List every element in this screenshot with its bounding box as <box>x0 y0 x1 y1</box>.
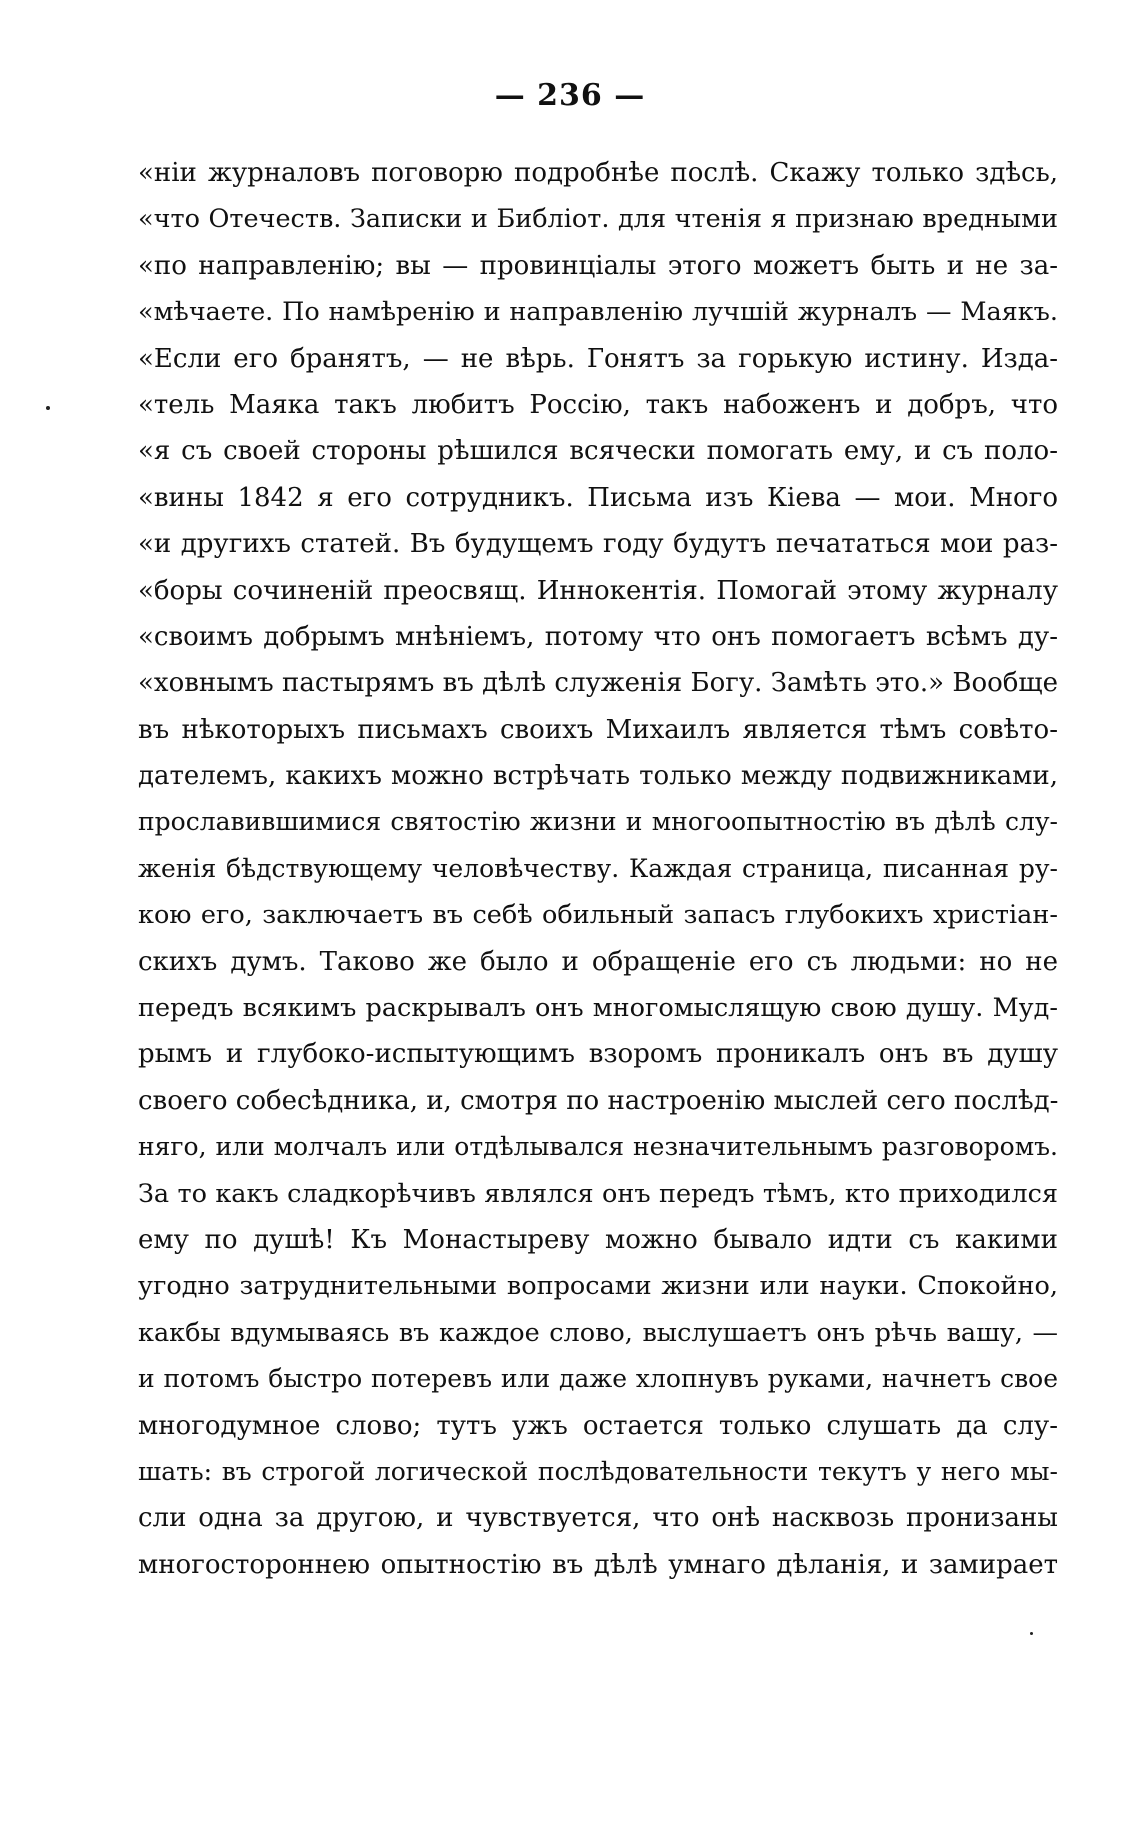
text-line: дателемъ, какихъ можно встрѣчать только между подвижниками, <box>138 761 1058 792</box>
text-line: скихъ думъ. Таково же было и обращенiе его съ людьми: но не <box>138 946 1058 977</box>
text-line: кою его, заключаетъ въ себѣ обильный запасъ глубокихъ христiан- <box>138 900 1058 931</box>
text-line: «по направленiю; вы — провинцiалы этого можетъ быть и не за- <box>138 250 1058 281</box>
text-line: шать: въ строгой логической послѣдовательности текутъ у него мы- <box>138 1456 1058 1486</box>
text-line: многостороннею опытностiю въ дѣлѣ умнаго дѣланiя, и замирает <box>138 1549 1058 1580</box>
text-line: «тель Маяка такъ любитъ Россiю, такъ набоженъ и добръ, что <box>138 389 1058 420</box>
text-line: своего собесѣдника, и, смотря по настроенiю мыслей сего послѣд- <box>138 1085 1059 1116</box>
text-line: «Если его бранятъ, — не вѣрь. Гонятъ за горькую истину. Изда- <box>138 343 1058 374</box>
text-line: «нiи журналовъ поговорю подробнѣе послѣ. Скажу только здѣсь, <box>138 158 1058 188</box>
body-text <box>138 150 1058 1588</box>
page-number: — 236 — <box>494 78 646 113</box>
text-line: передъ всякимъ раскрывалъ онъ многомыслящую свою душу. Муд- <box>138 993 1058 1024</box>
ink-speck <box>46 406 50 410</box>
text-line: «своимъ добрымъ мнѣнiемъ, потому что онъ помогаетъ всѣмъ ду- <box>138 621 1058 652</box>
text-line: прославившимися святостiю жизни и многоопытностiю въ дѣлѣ слу- <box>138 807 1058 837</box>
text-line: «и другихъ статей. Въ будущемъ году будутъ печататься мои раз- <box>138 529 1058 560</box>
text-line: За то какъ сладкорѣчивъ являлся онъ передъ тѣмъ, кто приходился <box>138 1178 1058 1209</box>
text-line: и потомъ быстро потеревъ или даже хлопнувъ руками, начнетъ свое <box>138 1364 1058 1394</box>
text-line: угодно затруднительными вопросами жизни или науки. Спокойно, <box>138 1271 1058 1302</box>
text-line: ему по душѣ! Къ Монастыреву можно бывало идти съ какими <box>138 1224 1058 1255</box>
text-line: няго, или молчалъ или отдѣлывался незначительнымъ разговоромъ. <box>138 1132 1058 1162</box>
text-line: «мѣчаете. По намѣренiю и направленiю лучшiй журналъ — Маякъ. <box>138 297 1058 328</box>
text-line: многодумное слово; тутъ ужъ остается только слушать да слу- <box>138 1410 1058 1441</box>
text-line: «боры сочиненiй преосвящ. Иннокентiя. Помогай этому журналу <box>138 575 1058 606</box>
text-line: сли одна за другою, и чувствуется, что онѣ насквозь пронизаны <box>138 1503 1058 1534</box>
text-line: въ нѣкоторыхъ письмахъ своихъ Михаилъ является тѣмъ совѣто- <box>138 714 1058 745</box>
text-line: «что Отечеств. Записки и Библiот. для чтенiя я признаю вредными <box>138 204 1058 235</box>
text-line: рымъ и глубоко-испытующимъ взоромъ проникалъ онъ въ душу <box>138 1039 1058 1070</box>
text-line: какбы вдумываясь въ каждое слово, выслушаетъ онъ рѣчь вашу, — <box>138 1317 1058 1348</box>
text-line: «вины 1842 я его сотрудникъ. Письма изъ Кiева — мои. Много <box>138 482 1058 513</box>
text-line: «я съ своей стороны рѣшился всячески помогать ему, и съ поло- <box>138 436 1058 467</box>
text-line: «ховнымъ пастырямъ въ дѣлѣ служенiя Богу. Замѣть это.» Вообще <box>138 668 1058 699</box>
ink-speck <box>1030 1632 1033 1635</box>
text-line: женiя бѣдствующему человѣчеству. Каждая страница, писанная ру- <box>138 853 1058 883</box>
